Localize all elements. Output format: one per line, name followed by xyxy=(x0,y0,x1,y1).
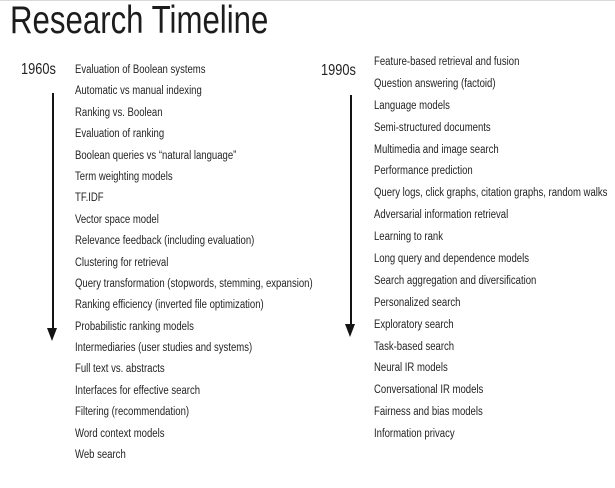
topic-item: TF.IDF xyxy=(75,192,104,205)
topic-item: Question answering (factoid) xyxy=(374,77,496,90)
timeline-arrow-line-1990s xyxy=(350,95,352,324)
topic-item: Query logs, click graphs, citation graphs, random walks xyxy=(374,187,608,200)
topic-item: Language models xyxy=(374,99,450,112)
topic-item: Neural IR models xyxy=(374,362,448,375)
arrow-down-icon xyxy=(47,328,57,341)
topic-item: Intermediaries (user studies and systems) xyxy=(75,342,253,355)
topic-item: Performance prediction xyxy=(374,165,473,178)
timeline-arrow-line-1960s xyxy=(52,93,54,328)
topic-item: Information privacy xyxy=(374,428,455,441)
topic-item: Feature-based retrieval and fusion xyxy=(374,56,520,68)
topic-item: Multimedia and image search xyxy=(374,143,499,156)
topic-item: Search aggregation and diversification xyxy=(374,274,537,287)
topic-item: Adversarial information retrieval xyxy=(374,209,509,222)
topic-item: Exploratory search xyxy=(374,318,454,331)
decade-label-1960s: 1960s xyxy=(21,61,56,78)
topic-item: Interfaces for effective search xyxy=(75,384,201,397)
topic-item: Web search xyxy=(75,449,126,462)
topic-item: Relevance feedback (including evaluation) xyxy=(75,235,255,248)
topic-item: Full text vs. abstracts xyxy=(75,363,165,376)
topic-item: Learning to rank xyxy=(374,231,443,244)
topic-item: Personalized search xyxy=(374,296,461,309)
topic-list-1960s xyxy=(75,60,361,466)
topic-item: Boolean queries vs “natural language” xyxy=(75,149,237,162)
topic-item: Filtering (recommendation) xyxy=(75,406,190,419)
decade-label-1990s: 1990s xyxy=(321,62,356,79)
topic-item: Ranking vs. Boolean xyxy=(75,106,163,119)
topic-item: Automatic vs manual indexing xyxy=(75,85,202,98)
topic-item: Clustering for retrieval xyxy=(75,256,169,269)
topic-item: Probabilistic ranking models xyxy=(75,320,194,333)
topic-item: Ranking efficiency (inverted file optimization) xyxy=(75,299,264,312)
topic-item: Query transformation (stopwords, stemming, expansion) xyxy=(75,277,313,290)
topic-item: Evaluation of ranking xyxy=(75,128,165,141)
topic-item: Vector space model xyxy=(75,213,159,226)
topic-item: Semi-structured documents xyxy=(374,121,491,134)
topic-item: Term weighting models xyxy=(75,170,173,183)
topic-item: Word context models xyxy=(75,427,165,440)
topic-list-1990s xyxy=(374,52,615,446)
topic-item: Conversational IR models xyxy=(374,384,484,397)
topic-item: Long query and dependence models xyxy=(374,253,529,266)
topic-item: Task-based search xyxy=(374,340,455,353)
arrow-down-icon xyxy=(345,324,355,337)
topic-item: Fairness and bias models xyxy=(374,406,483,419)
slide-title: Research Timeline xyxy=(10,0,269,42)
topic-item: Evaluation of Boolean systems xyxy=(75,64,206,76)
